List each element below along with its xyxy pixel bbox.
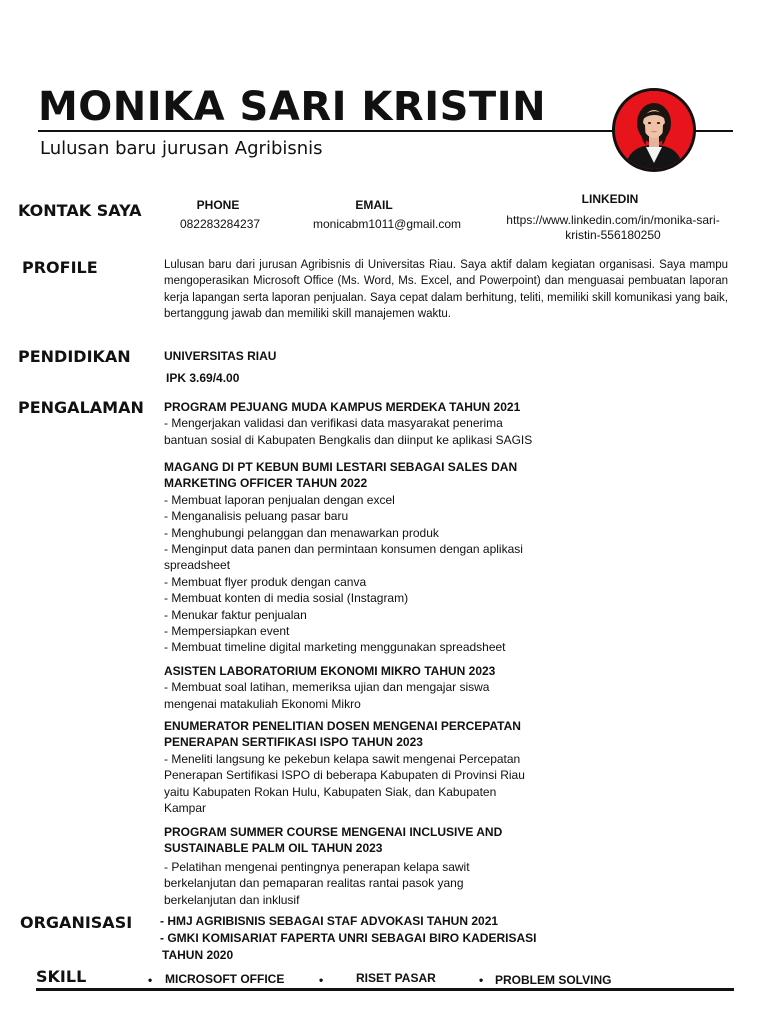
bullet-icon: • [319, 973, 324, 987]
profile-photo [612, 88, 696, 172]
organization-item: - HMJ AGRIBISNIS SEBAGAI STAF ADVOKASI TAHUN 2021 [160, 914, 499, 928]
experience-item [164, 399, 584, 448]
person-portrait-icon [615, 91, 693, 169]
organization-item: - GMKI KOMISARIAT FAPERTA UNRI SEBAGAI BIRO KADERISASI [160, 931, 537, 945]
experience-job-title: PENERAPAN SERTIFIKASI ISPO TAHUN 2023 [164, 735, 423, 750]
experience-detail: yaitu Kabupaten Rokan Hulu, Kabupaten Siak, dan Kabupaten [164, 784, 497, 799]
experience-detail: - Pelatihan mengenai pentingnya penerapan kelapa sawit [164, 859, 470, 874]
candidate-subtitle: Lulusan baru jurusan Agribisnis [40, 138, 323, 159]
linkedin-value-line-2: kristin-556180250 [565, 228, 661, 242]
experience-detail: spreadsheet [164, 558, 231, 573]
experience-section-title: PENGALAMAN [18, 398, 144, 417]
experience-detail: berkelanjutan dan pemaparan realitas rantai pasok yang [164, 876, 464, 891]
bullet-icon: • [148, 973, 153, 987]
bullet-icon: • [479, 973, 484, 987]
experience-detail: - Menginput data panen dan permintaan konsumen dengan aplikasi [164, 542, 523, 557]
experience-detail: - Membuat timeline digital marketing menggunakan spreadsheet [164, 640, 506, 655]
education-school: UNIVERSITAS RIAU [164, 349, 277, 363]
experience-detail: - Menganalisis peluang pasar baru [164, 509, 349, 524]
experience-detail: Penerapan Sertifikasi ISPO di beberapa Kabupaten di Provinsi Riau [164, 768, 525, 783]
experience-detail: - Membuat soal latihan, memeriksa ujian dan mengajar siswa [164, 680, 490, 695]
footer-divider [36, 988, 734, 991]
experience-job-title: ENUMERATOR PENELITIAN DOSEN MENGENAI PERCEPATAN [164, 719, 521, 733]
experience-detail: mengenai matakuliah Ekonomi Mikro [164, 696, 361, 711]
experience-detail: - Membuat flyer produk dengan canva [164, 574, 367, 589]
experience-detail: bantuan sosial di Kabupaten Bengkalis dan diinput ke aplikasi SAGIS [164, 432, 533, 447]
experience-item [164, 663, 584, 712]
email-label: EMAIL [355, 198, 393, 212]
organization-section-title: ORGANISASI [20, 913, 133, 932]
experience-job-title: PROGRAM PEJUANG MUDA KAMPUS MERDEKA TAHUN 2021 [164, 400, 521, 414]
experience-detail: - Membuat konten di media sosial (Instagram) [164, 591, 409, 606]
candidate-name: MONIKA SARI KRISTIN [38, 84, 547, 130]
education-section-title: PENDIDIKAN [18, 347, 131, 366]
experience-item [164, 718, 584, 816]
experience-job-title: PROGRAM SUMMER COURSE MENGENAI INCLUSIVE AND [164, 825, 503, 839]
phone-value[interactable]: 082283284237 [179, 217, 261, 231]
experience-detail: berkelanjutan dan inklusif [164, 892, 300, 907]
profile-text: Lulusan baru dari jurusan Agribisnis di Universitas Riau. Saya aktif dalam kegiatan organisasi. Saya mampu mengoperasikan Microsoft Office (Ms. Word, Ms. Excel, and Powerpoint) dan menguasai pembuatan laporan kerja lapangan serta laporan penjualan. Saya cepat dalam berhitung, teliti, memiliki skill komunikasi yang baik, bertanggung jawab dan memiliki skill manajemen waktu. [164, 259, 728, 321]
linkedin-value-line-1: https://www.linkedin.com/in/monika-sari- [506, 213, 720, 227]
experience-detail: - Menghubungi pelanggan dan menawarkan produk [164, 525, 439, 540]
education-gpa: IPK 3.69/4.00 [166, 371, 240, 385]
contact-section-title: KONTAK SAYA [18, 201, 142, 220]
skill-item: MICROSOFT OFFICE [165, 972, 285, 986]
experience-detail: - Membuat laporan penjualan dengan excel [164, 492, 395, 507]
skill-item: PROBLEM SOLVING [495, 973, 612, 987]
phone-label: PHONE [196, 198, 240, 212]
experience-detail: Kampar [164, 801, 207, 816]
experience-job-title: SUSTAINABLE PALM OIL TAHUN 2023 [164, 841, 383, 856]
email-value[interactable]: monicabm1011@gmail.com [312, 217, 462, 231]
experience-job-title: ASISTEN LABORATORIUM EKONOMI MIKRO TAHUN 2023 [164, 664, 496, 678]
experience-item [164, 824, 584, 908]
experience-item [164, 459, 584, 656]
experience-detail: - Mempersiapkan event [164, 624, 290, 639]
experience-job-title: MAGANG DI PT KEBUN BUMI LESTARI SEBAGAI SALES DAN [164, 460, 518, 474]
organization-item-continued: TAHUN 2020 [162, 948, 234, 962]
experience-detail: - Mengerjakan validasi dan verifikasi data masyarakat penerima [164, 416, 503, 431]
skill-item: RISET PASAR [356, 971, 436, 985]
experience-detail: - Menukar faktur penjualan [164, 607, 307, 622]
experience-job-title: MARKETING OFFICER TAHUN 2022 [164, 476, 368, 491]
linkedin-link[interactable] [486, 213, 740, 242]
linkedin-label: LINKEDIN [581, 192, 639, 206]
skill-section-title: SKILL [36, 967, 87, 986]
experience-detail: - Meneliti langsung ke pekebun kelapa sawit mengenai Percepatan [164, 751, 521, 766]
profile-section-title: PROFILE [22, 258, 98, 277]
